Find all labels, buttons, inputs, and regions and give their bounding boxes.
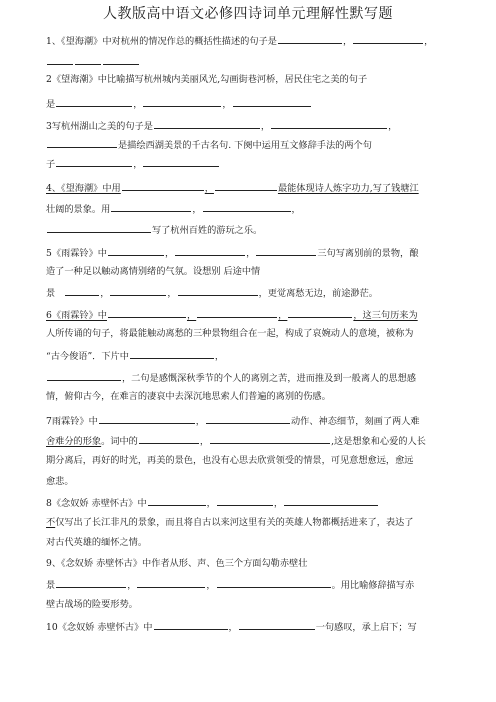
q5-sep: ， <box>246 248 256 259</box>
q4-line-1 <box>46 181 419 195</box>
q6-text-2: ，这三句历来为 <box>353 310 418 321</box>
q9-line-2 <box>46 578 414 592</box>
q7-blank-1[interactable] <box>99 414 195 424</box>
q5-blank-1[interactable] <box>108 246 164 256</box>
q4-text-3: 壮阔的景象。用 <box>46 204 111 215</box>
q5-blank-6[interactable] <box>178 286 258 296</box>
q7-line-2 <box>46 434 426 448</box>
q7-line-3: 期分离后，再好的时光，再美的景色，也没有心思去欣赏领受的情景，可见意想愈远，愈远 <box>46 455 414 466</box>
q5-text-1: 5《雨霖铃》中 <box>46 248 107 259</box>
q6-line-5: 情，俯仰古今，在难言的凄哀中去深沉地思索人们普遍的离别的伤感。 <box>46 391 331 402</box>
q8-blank-3[interactable] <box>284 496 378 506</box>
q5-line-2: 造了一种足以触动离情别绪的气氛。设想别 后途中情 <box>46 266 261 277</box>
q10-blank-1[interactable] <box>154 620 228 630</box>
q8-text-1: 8《念奴娇 赤壁怀古》中 <box>46 498 147 509</box>
q2-sep: ， <box>133 99 143 110</box>
q8-line-1 <box>46 496 379 510</box>
q6-sep: ， <box>278 310 288 321</box>
q6-line-2: 人所传诵的句子，将最能触动离愁的三种景物组合在一起，构成了哀婉动人的意境，被称为 <box>46 328 414 339</box>
q3-blank-2[interactable] <box>271 119 387 129</box>
q1-blank-3[interactable] <box>47 55 73 65</box>
q1-sep: ， <box>424 36 434 47</box>
page-title: 人教版高中语文必修四诗词单元理解性默写题 <box>103 6 393 22</box>
q4-sep: ， <box>192 204 202 215</box>
q1-sep: ， <box>342 36 353 47</box>
q7-text-4: 。词中的 <box>101 436 138 447</box>
q5-blank-3[interactable] <box>256 246 316 256</box>
q7-text-3: 舍难分的形象 <box>46 436 102 447</box>
q9-text-1: 景 <box>46 580 56 591</box>
q4-text-1: 4、《望海潮》中用 <box>46 183 121 194</box>
q7-text-5: ,这是想象和心爱的人长 <box>331 436 426 447</box>
q9-line-1: 9、《念奴娇 赤壁怀古》中作者从形、声、色三个方面勾勒赤壁壮 <box>46 558 308 569</box>
q1-blank-5[interactable] <box>103 55 139 65</box>
q1-blank-1[interactable] <box>278 34 342 44</box>
q3-line-2 <box>46 138 372 152</box>
q3-blank-4[interactable] <box>56 157 132 167</box>
q8-sep: ， <box>206 498 216 509</box>
q4-blank-1[interactable] <box>122 181 204 191</box>
q7-sep: ， <box>195 416 205 427</box>
q8-text-3: 仅写出了长江非凡的景象，而且将自古以来河这里有关的英雄人物都概括进来了，表达了 <box>55 517 414 528</box>
q1-blank-2[interactable] <box>353 34 423 44</box>
q9-sep: ， <box>127 580 137 591</box>
q4-text-4: 写了杭州百姓的游玩之乐。 <box>152 225 263 236</box>
q3-blank-3[interactable] <box>47 138 117 148</box>
q2-blank-3[interactable] <box>233 97 311 107</box>
q2-line-2 <box>46 97 312 111</box>
q3-text-3: 子 <box>46 159 56 170</box>
q4-blank-5[interactable] <box>47 223 151 233</box>
q7-text-1: 7雨霖铃》中 <box>46 416 98 427</box>
q9-blank-1[interactable] <box>56 578 126 588</box>
q4-line-3 <box>46 223 262 237</box>
q10-sep: ， <box>228 622 238 633</box>
q1-text: 1、《望海潮》中对杭州的情况作总的概括性描述的句子是 <box>46 36 277 47</box>
q6-blank-3[interactable] <box>288 308 352 318</box>
q5-line-1 <box>46 246 418 260</box>
q3-sep: ， <box>133 159 143 170</box>
q4-line-2 <box>46 202 301 216</box>
q3-text-2: 是描绘西湖美景的千古名句. 下阕中运用互文修辞手法的两个句 <box>118 140 372 151</box>
q10-text-1: 10《念奴娇 赤壁怀古》中 <box>46 622 153 633</box>
q4-sep: ， <box>291 204 301 215</box>
q4-blank-4[interactable] <box>203 202 291 212</box>
q10-blank-2[interactable] <box>239 620 315 630</box>
q5-sep: ， <box>164 248 175 259</box>
q9-line-3: 壁古战场的险要形势。 <box>46 599 138 610</box>
q7-blank-4[interactable] <box>210 434 330 444</box>
q3-line-1 <box>46 119 397 133</box>
q6-line-3 <box>46 349 224 363</box>
q9-text-2: 。用比喻修辞描写赤 <box>331 580 415 591</box>
q4-blank-2[interactable] <box>215 181 277 191</box>
q5-line-3 <box>46 286 378 300</box>
q8-blank-1[interactable] <box>148 496 206 506</box>
q8-blank-2[interactable] <box>217 496 273 506</box>
q3-blank-1[interactable] <box>154 119 260 129</box>
q4-blank-3[interactable] <box>111 202 191 212</box>
q10-text-2: 一句感叹，承上启下；写 <box>315 622 417 633</box>
q8-text-2: 不 <box>46 517 56 528</box>
q9-blank-3[interactable] <box>217 578 331 588</box>
q8-line-3: 对古代英雄的缅怀之情。 <box>46 537 148 548</box>
q3-sep: ， <box>388 121 398 132</box>
q6-text-1: 6《雨霖铃》中 <box>46 310 107 321</box>
q2-line-1: 2《望海潮》中比喻描写杭州城内美丽风光,勾画街巷河桥，居民住宅之美的句子 <box>46 74 368 85</box>
q6-blank-5[interactable] <box>47 371 121 381</box>
q7-line-4: 愈悲。 <box>46 476 74 487</box>
q2-sep: ， <box>222 99 232 110</box>
q4-text-2: 最能体现诗人炼字功力,写了钱塘江 <box>277 183 419 194</box>
q6-blank-2[interactable] <box>197 308 277 318</box>
q6-sep: ， <box>186 310 197 321</box>
q6-line-1 <box>46 308 418 322</box>
q1-line-2 <box>46 55 140 69</box>
q5-blank-2[interactable] <box>175 246 245 256</box>
q7-blank-2[interactable] <box>206 414 290 424</box>
q3-line-3 <box>46 157 220 171</box>
q9-blank-2[interactable] <box>137 578 205 588</box>
q3-text: 3写杭州湖山之美的句子是 <box>46 121 153 132</box>
q7-line-1 <box>46 414 420 428</box>
q6-blank-1[interactable] <box>108 308 186 318</box>
q7-blank-3[interactable] <box>139 434 199 444</box>
q10-line-1 <box>46 620 417 634</box>
q5-sep: ， <box>100 288 110 299</box>
q1-line-1 <box>46 34 433 48</box>
q8-sep: ， <box>273 498 284 509</box>
q9-sep: ， <box>206 580 216 591</box>
q1-blank-4[interactable] <box>75 55 101 65</box>
q7-text-2: 动作、神态细节，刻画了两人难 <box>290 416 420 427</box>
q2-text: 是 <box>46 99 56 110</box>
q2-blank-1[interactable] <box>56 97 132 107</box>
q8-line-2 <box>46 517 414 529</box>
q6-line-4 <box>46 371 416 385</box>
q6-blank-4[interactable] <box>130 349 214 359</box>
q6-text-3: “古今俊语”．下片中 <box>46 351 129 362</box>
q2-blank-2[interactable] <box>143 97 221 107</box>
q5-text-2: 三句写离别前的景物，酿 <box>317 248 419 259</box>
q6-text-4: ，二句是感慨深秋季节的个人的离别之苦，进而推及到一般离人的思想感 <box>122 373 416 384</box>
q3-blank-5[interactable] <box>143 157 219 167</box>
q5-blank-4[interactable] <box>65 286 99 296</box>
q5-text-3: 景 <box>46 288 56 299</box>
q7-sep: ， <box>199 436 210 447</box>
q5-sep: ， <box>167 288 177 299</box>
q5-blank-5[interactable] <box>110 286 166 296</box>
q6-sep: ， <box>214 351 225 362</box>
q4-sep: ， <box>204 183 214 194</box>
q5-text-4: ，更觉离愁无边，前途渺茫。 <box>258 288 378 299</box>
q3-sep: ， <box>260 121 271 132</box>
